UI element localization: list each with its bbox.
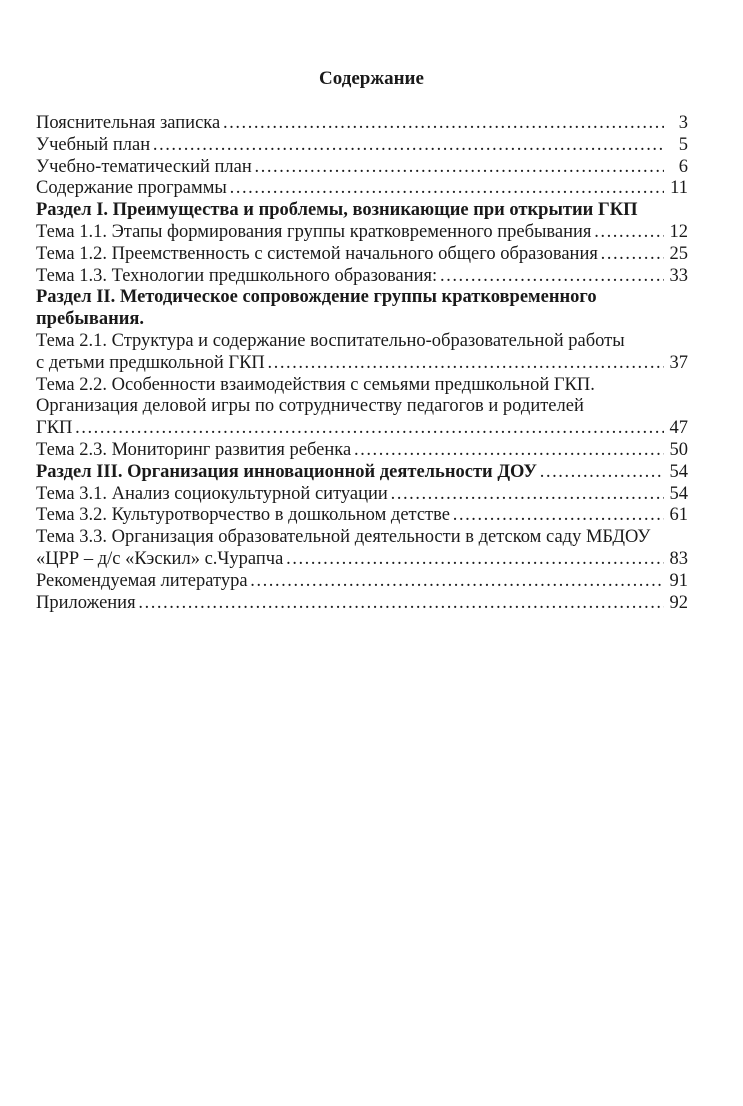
- toc-entry-page: 37: [669, 352, 688, 373]
- dot-leader: [229, 178, 664, 199]
- toc-entry-label: Тема 2.2. Особенности взаимодействия с семьями предшкольной ГКП.: [36, 374, 595, 395]
- toc-entry-label: Тема 3.3. Организация образовательной деятельности в детском саду МБДОУ: [36, 527, 651, 548]
- toc-entry: [36, 549, 688, 571]
- toc-entry-label: Организация деловой игры по сотрудничеству педагогов и родителей: [36, 396, 584, 417]
- toc-entry: [36, 527, 688, 549]
- toc-entry-label: Раздел III. Организация инновационной деятельности ДОУ: [36, 461, 537, 482]
- toc-entry: [36, 157, 688, 179]
- toc-entry: [36, 222, 688, 244]
- toc-entry-page: 54: [669, 461, 688, 482]
- toc-entry-page: 6: [678, 156, 688, 177]
- toc-entry-label: Тема 1.3. Технологии предшкольного образования:: [36, 265, 438, 286]
- dot-leader: [254, 157, 664, 178]
- toc-entry-label: Тема 2.1. Структура и содержание воспитательно-образовательной работы: [36, 330, 625, 351]
- table-of-contents: [36, 113, 688, 614]
- toc-entry-page: 11: [670, 178, 688, 199]
- toc-entry-label: Учебный план: [36, 134, 151, 155]
- toc-entry-page: 12: [669, 221, 688, 242]
- toc-entry: [36, 396, 688, 418]
- toc-entry-label: Тема 1.1. Этапы формирования группы кратковременного пребывания: [36, 221, 592, 242]
- toc-entry-label: «ЦРР – д/с «Кэскил» с.Чурапча: [36, 548, 284, 569]
- dot-leader: [250, 571, 664, 592]
- toc-entry-page: 47: [669, 418, 688, 439]
- dot-leader: [138, 593, 664, 614]
- toc-entry-label: с детьми предшкольной ГКП: [36, 352, 265, 373]
- toc-entry: [36, 309, 688, 331]
- dot-leader: [152, 135, 664, 156]
- dot-leader: [390, 484, 664, 505]
- toc-entry: [36, 505, 688, 527]
- toc-entry-label: Раздел II. Методическое сопровождение группы кратковременного: [36, 287, 597, 308]
- toc-entry-page: 91: [669, 570, 688, 591]
- page-title: Содержание: [319, 68, 424, 89]
- dot-leader: [452, 505, 664, 526]
- dot-leader: [439, 266, 664, 287]
- toc-entry: [36, 113, 688, 135]
- toc-entry-label: Учебно-тематический план: [36, 156, 252, 177]
- dot-leader: [285, 549, 664, 570]
- toc-entry-label: Раздел I. Преимущества и проблемы, возникающие при открытии ГКП: [36, 200, 638, 221]
- toc-entry: [36, 440, 688, 462]
- toc-entry: [36, 287, 688, 309]
- toc-entry: [36, 178, 688, 200]
- toc-entry-page: 5: [678, 134, 688, 155]
- toc-entry-page: 83: [669, 548, 688, 569]
- dot-leader: [222, 113, 664, 134]
- toc-entry-label: Тема 1.2. Преемственность с системой начального общего образования: [36, 243, 598, 264]
- dot-leader: [539, 462, 664, 483]
- toc-entry: [36, 331, 688, 353]
- dot-leader: [267, 353, 664, 374]
- toc-entry-label: Тема 3.2. Культуротворчество в дошкольном детстве: [36, 505, 450, 526]
- toc-entry: [36, 353, 688, 375]
- toc-entry-label: Пояснительная записка: [36, 113, 221, 133]
- toc-entry: [36, 462, 688, 484]
- toc-entry-label: Рекомендуемая литература: [36, 570, 248, 591]
- toc-entry-page: 61: [669, 505, 688, 526]
- toc-entry: [36, 200, 688, 222]
- toc-entry-page: 25: [669, 243, 688, 264]
- toc-entry-page: 54: [669, 483, 688, 504]
- dot-leader: [593, 222, 664, 243]
- toc-entry-page: 92: [669, 592, 688, 613]
- toc-entry-page: 50: [669, 439, 688, 460]
- toc-entry: [36, 375, 688, 397]
- toc-entry: [36, 593, 688, 615]
- toc-entry: [36, 484, 688, 506]
- toc-entry-label: Приложения: [36, 592, 136, 613]
- toc-entry-label: пребывания.: [36, 309, 145, 330]
- toc-entry: [36, 571, 688, 593]
- toc-entry-page: 3: [678, 113, 688, 133]
- toc-entry: [36, 135, 688, 157]
- toc-entry: [36, 418, 688, 440]
- toc-entry-label: Тема 2.3. Мониторинг развития ребенка: [36, 439, 352, 460]
- toc-entry: [36, 266, 688, 288]
- dot-leader: [74, 418, 664, 439]
- toc-entry-label: Содержание программы: [36, 178, 227, 199]
- toc-entry-page: 33: [669, 265, 688, 286]
- toc-entry-label: ГКП: [36, 418, 73, 439]
- dot-leader: [353, 440, 664, 461]
- toc-entry: [36, 244, 688, 266]
- dot-leader: [600, 244, 664, 265]
- toc-entry-label: Тема 3.1. Анализ социокультурной ситуации: [36, 483, 388, 504]
